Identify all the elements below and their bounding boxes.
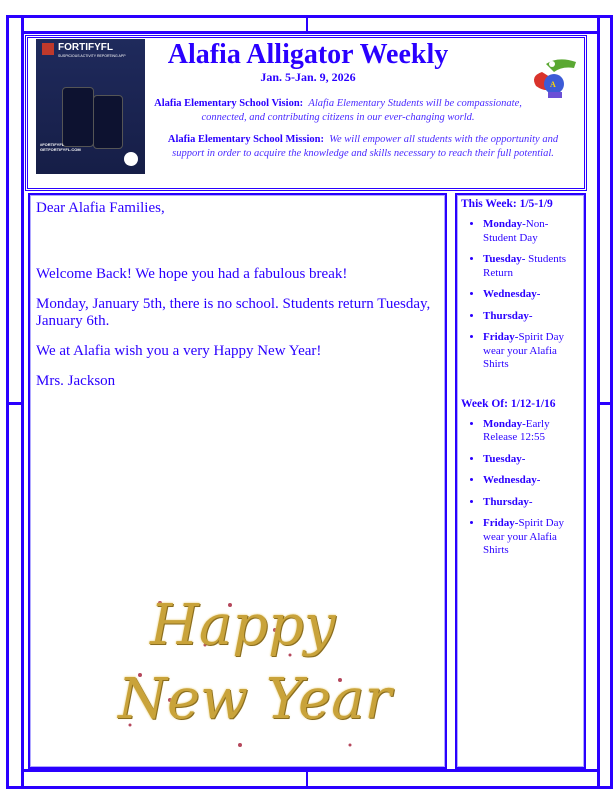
- schedule-item: • Wednesday-: [483, 474, 580, 488]
- mission-statement: [158, 133, 568, 161]
- frame-divider: [306, 770, 308, 788]
- vision-label: Alafia Elementary School Vision:: [154, 98, 304, 109]
- schedule-item: • Wednesday-: [483, 288, 580, 302]
- schedule-item: • Thursday-: [483, 496, 580, 510]
- mission-label: Alafia Elementary School Mission:: [167, 134, 324, 145]
- frame-divider: [306, 15, 308, 33]
- letter-paragraph: Welcome Back! We hope you had a fabulous break!: [36, 266, 348, 282]
- phone-image: [93, 95, 123, 149]
- happy-text: Happy: [150, 593, 336, 658]
- letter-box: [28, 193, 447, 769]
- phone-image: [62, 87, 94, 147]
- week1-list: [461, 218, 580, 372]
- fortify-logo-icon: [42, 43, 54, 55]
- schedule-item: • Friday-Spirit Day wear your Alafia Shirts: [483, 517, 580, 558]
- week2-heading: Week Of: 1/12-1/16: [461, 397, 556, 410]
- flyer-brand: FORTIFYFL: [58, 42, 113, 53]
- week1-heading: This Week: 1/5-1/9: [461, 198, 553, 210]
- letter-greeting: Dear Alafia Families,: [36, 200, 165, 216]
- frame-divider: [598, 402, 613, 405]
- flyer-hashtag: #FORTIFYFL: [40, 142, 65, 147]
- mission-text: We will empower all students with the opportunity and support in order to acquire the knowledge and skills necessary to reach their full potential.: [172, 134, 559, 159]
- fortifyfl-flyer: [36, 39, 145, 174]
- schedule-item: • Monday-Early Release 12:55: [483, 418, 580, 445]
- svg-text:A: A: [550, 80, 556, 89]
- gator-mascot-icon: [528, 56, 580, 100]
- schedule-item: • Friday-Spirit Day wear your Alafia Shirts: [483, 331, 580, 372]
- flyer-subtitle: SUSPICIOUS ACTIVITY REPORTING APP: [58, 54, 126, 58]
- frame-divider: [6, 402, 22, 405]
- masthead: [148, 40, 468, 85]
- letter-signature: Mrs. Jackson: [36, 373, 116, 389]
- header-box: [25, 35, 587, 191]
- flyer-url: GETFORTIFYFL.COM: [40, 147, 81, 152]
- vision-text: Alafia Elementary Students will be compassionate, connected, and contributing citizens in our ever-changing world.: [201, 98, 522, 123]
- schedule-sidebar: [455, 193, 586, 769]
- newsletter-dates: Jan. 5-Jan. 9, 2026: [260, 70, 356, 84]
- schedule-item: • Tuesday- Students Return: [483, 253, 580, 280]
- schedule-item: • Thursday-: [483, 310, 580, 324]
- badge-icon: [124, 152, 138, 166]
- schedule-item: • Monday-Non-Student Day: [483, 218, 580, 245]
- happy-new-year-image: [110, 585, 392, 760]
- newsletter-title: Alafia Alligator Weekly: [167, 39, 449, 70]
- week2-list: [461, 418, 580, 558]
- schedule-item: • Tuesday-: [483, 453, 580, 467]
- frame-divider: [21, 769, 600, 772]
- vision-statement: [148, 97, 528, 125]
- letter-paragraph: We at Alafia wish you a very Happy New Year!: [36, 343, 322, 359]
- frame-divider: [21, 31, 600, 34]
- new-year-text: New Year: [118, 667, 392, 732]
- letter-paragraph: Monday, January 5th, there is no school. Students return Tuesday, January 6th.: [36, 296, 431, 329]
